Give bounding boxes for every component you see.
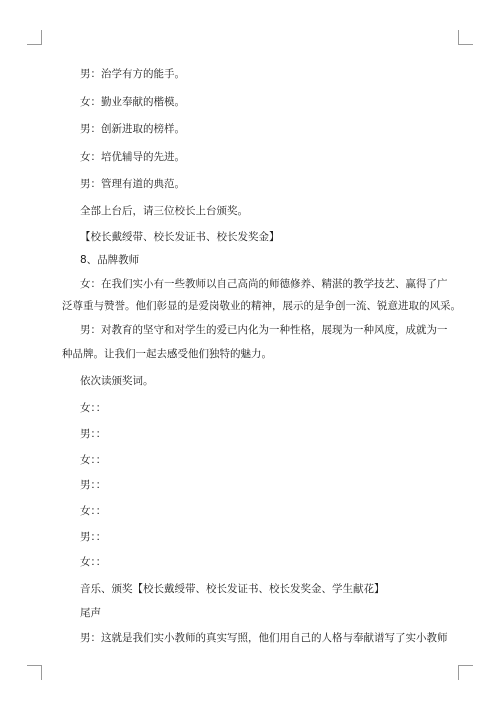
crop-mark-bottom-left xyxy=(27,665,42,680)
line-female-2: 女：培优辅导的先进。 xyxy=(80,151,185,163)
speaker-line: 男：： xyxy=(80,531,107,543)
paragraph-line: 男：对教育的坚守和对学生的爱已内化为一种性格，展现为一种风度，成就为一 xyxy=(80,324,448,336)
line-male-3: 男：管理有道的典范。 xyxy=(80,178,185,190)
stage-direction: 音乐、颁奖【校长戴绶带、校长发证书、校长发奖金、学生献花】 xyxy=(80,583,385,595)
line-female-1: 女：勤业奉献的楷模。 xyxy=(80,96,185,108)
crop-mark-top-right xyxy=(458,30,473,45)
section-heading: 8、品牌教师 xyxy=(80,254,140,266)
paragraph-line: 女：在我们实小有一些教师以自己高尚的师德修养、精湛的教学技艺、赢得了广 xyxy=(80,278,448,290)
speaker-line: 女：： xyxy=(80,454,107,466)
paragraph-line: 种品牌。让我们一起去感受他们独特的魅力。 xyxy=(62,348,272,360)
crop-mark-bottom-right xyxy=(458,665,473,680)
stage-direction: 【校长戴绶带、校长发证书、校长发奖金】 xyxy=(80,231,280,243)
line-male-1: 男：治学有方的能手。 xyxy=(80,68,185,80)
speaker-line: 男：： xyxy=(80,479,107,491)
crop-mark-top-left xyxy=(27,30,42,45)
instruction-line: 依次读颁奖词。 xyxy=(80,375,154,387)
paragraph-line: 泛尊重与赞誉。他们彰显的是爱岗敬业的精神，展示的是争创一流、锐意进取的风采。 xyxy=(62,300,461,312)
instruction-line: 全部上台后，请三位校长上台颁奖。 xyxy=(80,205,248,217)
speaker-line: 女：： xyxy=(80,556,107,568)
speaker-line: 女：： xyxy=(80,505,107,517)
speaker-line: 女：： xyxy=(80,402,107,414)
section-heading: 尾声 xyxy=(80,607,101,619)
paragraph-line: 男：这就是我们实小教师的真实写照，他们用自己的人格与奉献谱写了实小教师 xyxy=(80,632,448,644)
line-male-2: 男：创新进取的榜样。 xyxy=(80,123,185,135)
speaker-line: 男：： xyxy=(80,428,107,440)
